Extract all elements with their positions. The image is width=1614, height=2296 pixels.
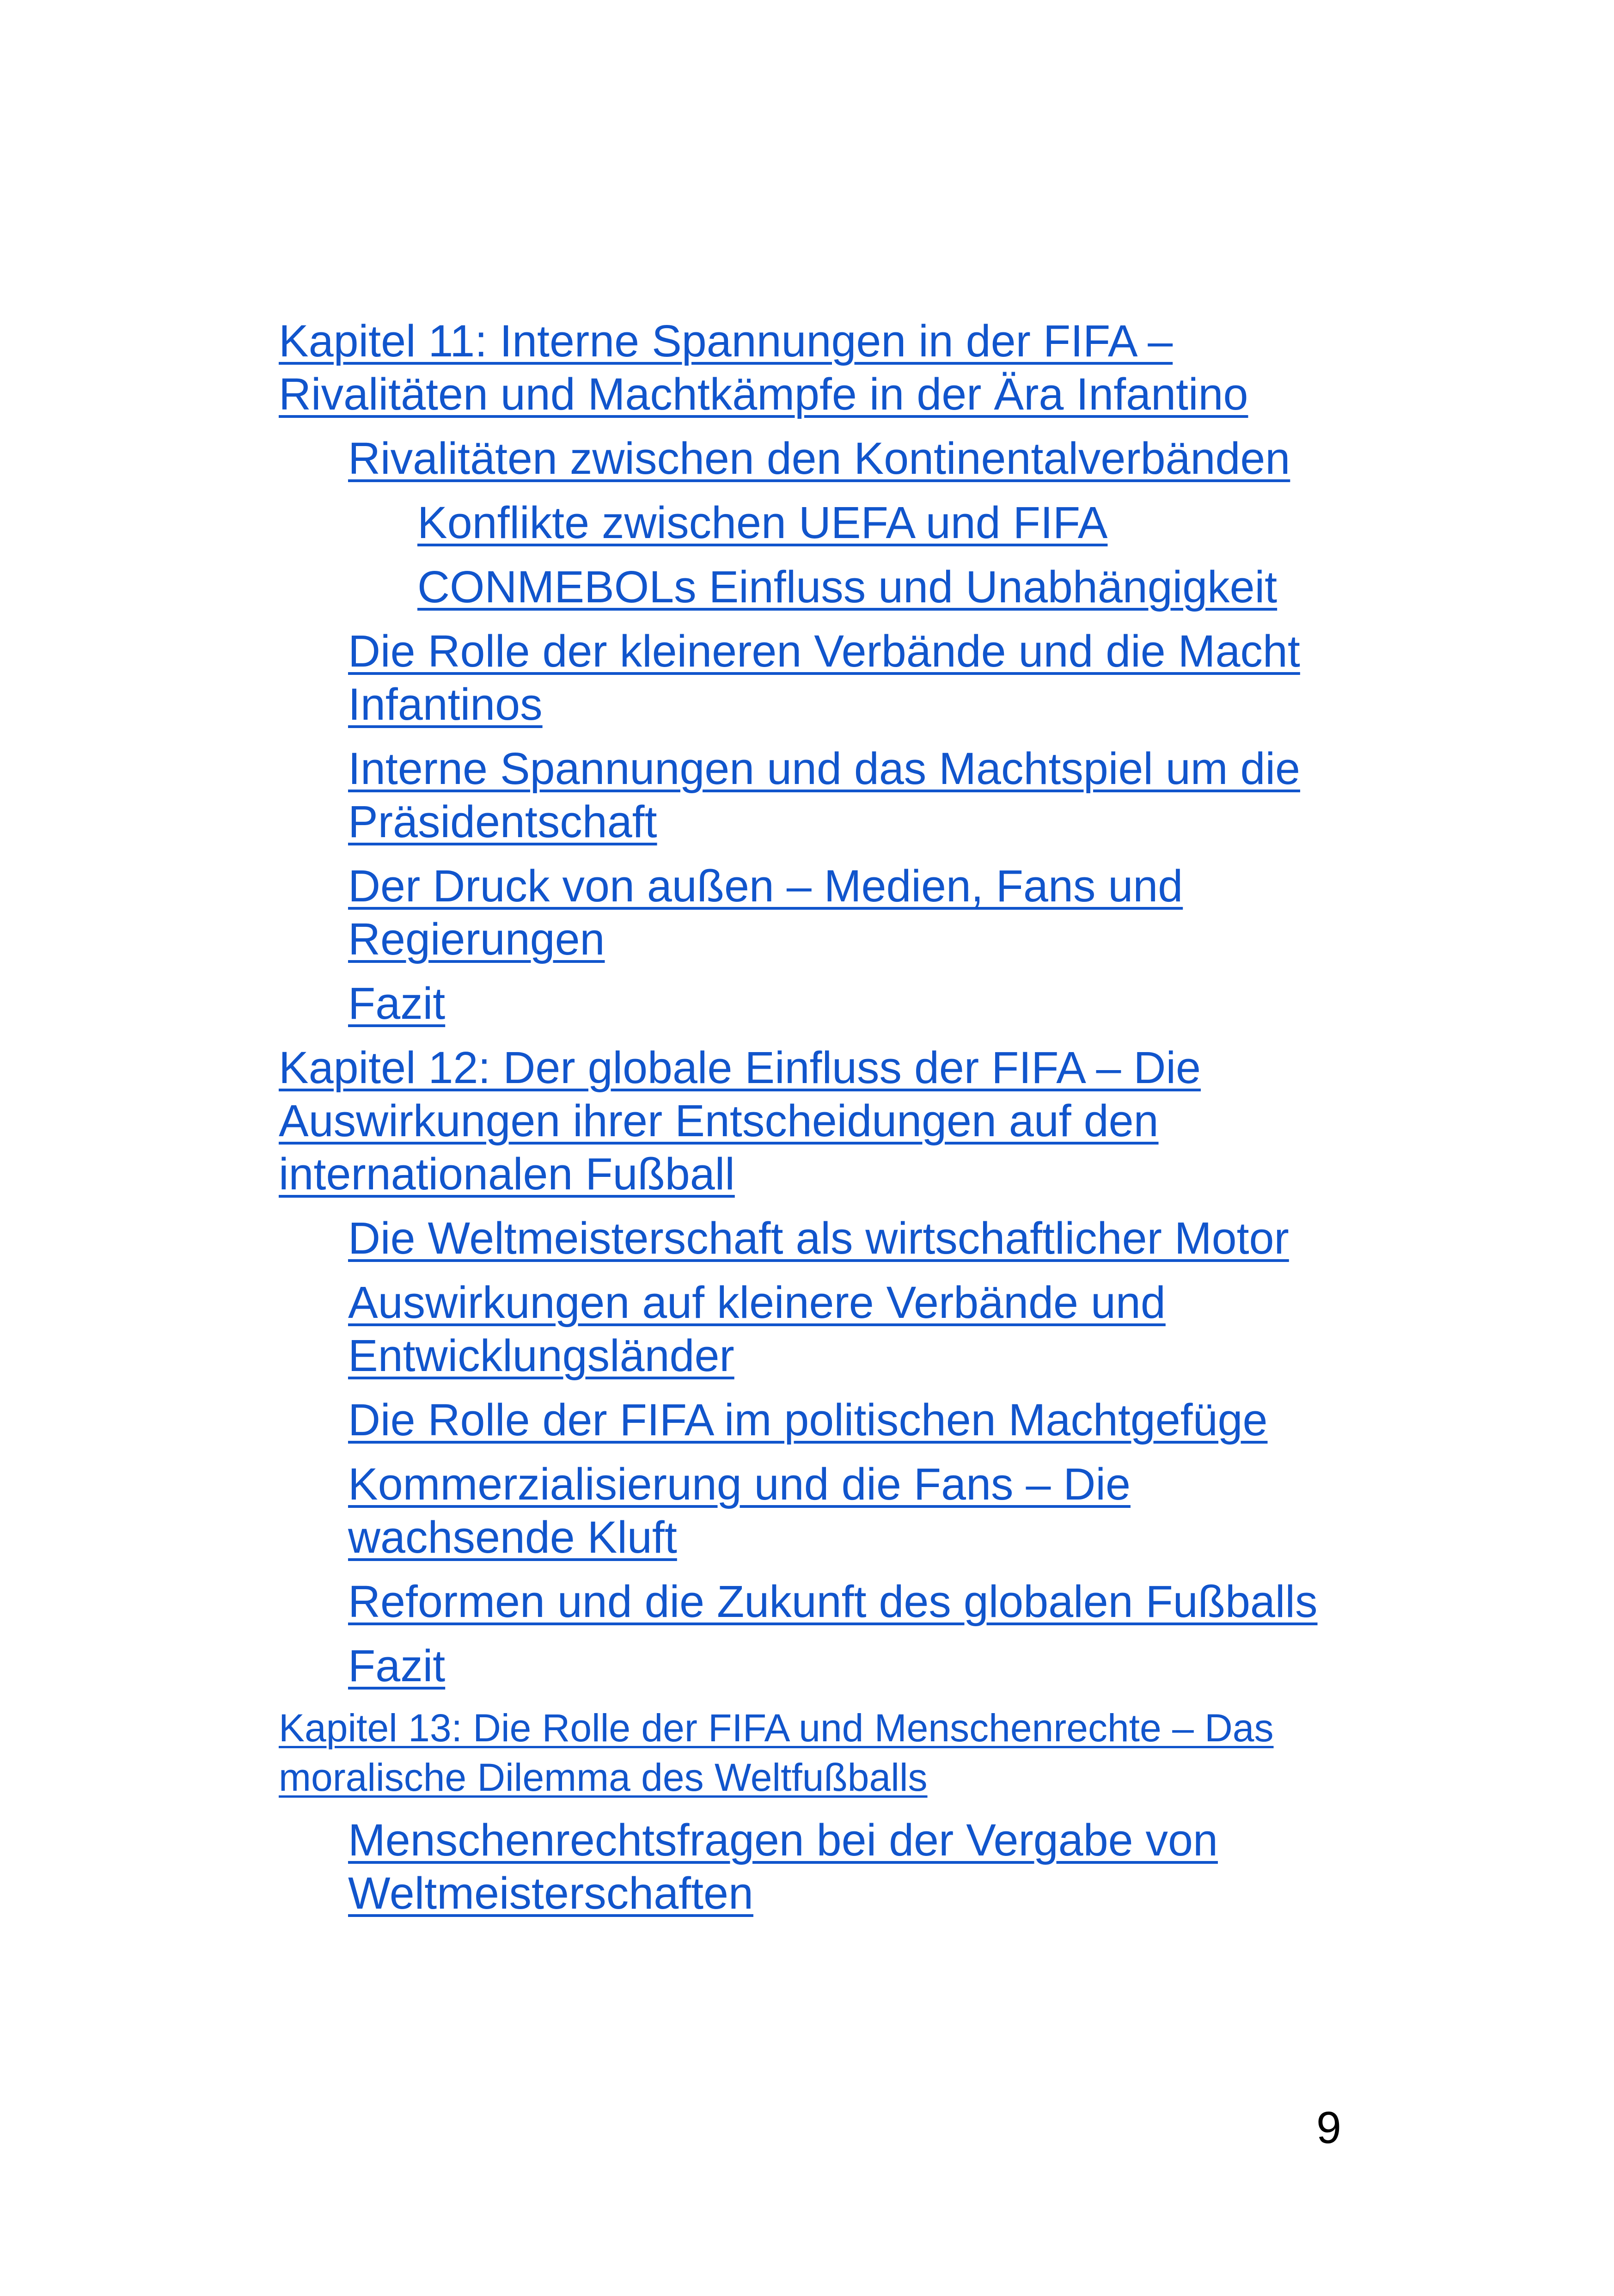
toc-entry-weltmeisterschaft-motor[interactable]: Die Weltmeisterschaft als wirtschaftlicher Motor bbox=[348, 1213, 1289, 1263]
toc-entry-menschenrechtsfragen[interactable]: Menschenrechtsfragen bei der Vergabe von Weltmeisterschaften bbox=[348, 1815, 1218, 1918]
toc-entry-konflikte-uefa-fifa[interactable]: Konflikte zwischen UEFA und FIFA bbox=[417, 497, 1108, 548]
toc-entry-interne-spannungen-praesidentschaft[interactable]: Interne Spannungen und das Machtspiel um die Präsidentschaft bbox=[348, 743, 1300, 847]
toc-entry-kommerzialisierung-fans[interactable]: Kommerzialisierung und die Fans – Die wachsende Kluft bbox=[348, 1459, 1131, 1562]
toc-entry-auswirkungen-kleinere-verbaende[interactable]: Auswirkungen auf kleinere Verbände und Entwicklungsländer bbox=[348, 1277, 1166, 1381]
toc-entry-chapter-11[interactable]: Kapitel 11: Interne Spannungen in der FIFA – Rivalitäten und Machtkämpfe in der Ära Infantino bbox=[279, 316, 1248, 419]
toc-entry-rivalitaeten-kontinentalverbaende[interactable]: Rivalitäten zwischen den Kontinentalverbänden bbox=[348, 433, 1290, 484]
toc-entry-fazit-chapter-11[interactable]: Fazit bbox=[348, 978, 446, 1029]
table-of-contents bbox=[279, 314, 1356, 1920]
toc-entry-rolle-kleinere-verbaende[interactable]: Die Rolle der kleineren Verbände und die Macht Infantinos bbox=[348, 626, 1300, 729]
toc-entry-chapter-12[interactable]: Kapitel 12: Der globale Einfluss der FIFA – Die Auswirkungen ihrer Entscheidungen auf den internationalen Fußball bbox=[279, 1042, 1201, 1199]
toc-entry-chapter-13[interactable]: Kapitel 13: Die Rolle der FIFA und Menschenrechte – Das moralische Dilemma des Weltfußballs bbox=[279, 1706, 1274, 1799]
toc-entry-reformen-zukunft[interactable]: Reformen und die Zukunft des globalen Fußballs bbox=[348, 1576, 1318, 1627]
toc-entry-druck-von-aussen[interactable]: Der Druck von außen – Medien, Fans und Regierungen bbox=[348, 861, 1183, 964]
toc-entry-rolle-fifa-politik[interactable]: Die Rolle der FIFA im politischen Machtgefüge bbox=[348, 1395, 1268, 1445]
toc-entry-conmebol-einfluss[interactable]: CONMEBOLs Einfluss und Unabhängigkeit bbox=[417, 562, 1278, 612]
page-number: 9 bbox=[1316, 2102, 1341, 2153]
toc-entry-fazit-chapter-12[interactable]: Fazit bbox=[348, 1641, 446, 1691]
